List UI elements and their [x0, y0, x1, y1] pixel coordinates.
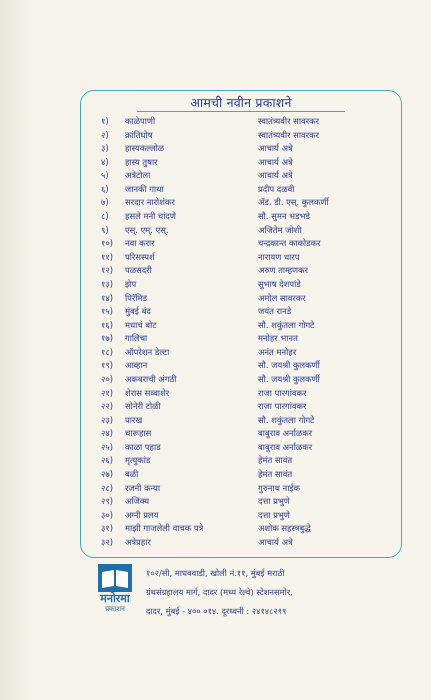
list-item [101, 196, 401, 210]
list-item [101, 441, 401, 455]
book-title: जानकी गाथा [125, 183, 164, 194]
open-book-icon [98, 564, 132, 592]
publisher-logo [90, 564, 140, 620]
book-title: परिसस्पर्श [125, 251, 155, 262]
publisher-address [146, 564, 402, 621]
list-item [101, 359, 401, 373]
book-author: हेमंत सावंत [258, 455, 293, 466]
book-author: जयंत रानडे [258, 306, 292, 317]
list-item [101, 319, 401, 333]
book-author: आचार्य अत्रे [258, 536, 293, 547]
item-number: २०) [101, 373, 113, 384]
book-title: शेरास सव्वाशेर [125, 387, 170, 398]
book-author: बाबुराव अर्नाळकर [258, 441, 313, 452]
item-number: २१) [101, 387, 113, 398]
item-number: १८) [101, 346, 113, 357]
book-author: सौ. जयश्री कुलकर्णी [258, 373, 320, 384]
book-author: दत्ता प्रभुणे [258, 496, 290, 507]
list-item [101, 468, 401, 482]
book-author: राजा पारगांवकर [258, 387, 307, 398]
list-item [101, 156, 401, 170]
item-number: ८) [101, 211, 109, 222]
publications-list [101, 115, 401, 550]
title-underline [137, 111, 345, 112]
book-title: हसले मनी चांदणे [125, 211, 176, 222]
book-title: पिरॅमिड [125, 292, 148, 303]
book-author: सौ. सुमन भडभडे [258, 211, 310, 222]
list-item [101, 169, 401, 183]
book-author: अजितेम जोशी [258, 224, 302, 235]
book-author: राजा पारगांवकर [258, 401, 307, 412]
book-title: माझी गाजलेली वाचक पत्रे [125, 523, 204, 534]
item-number: १७) [101, 333, 113, 344]
book-author: अशोक सहस्त्रबुद्धे [258, 523, 311, 534]
book-title: ऑपरेशन डेल्टा [125, 346, 170, 357]
list-item [101, 400, 401, 414]
item-number: १३) [101, 278, 113, 289]
book-author: दत्ता प्रभुणे [258, 509, 290, 520]
book-title: पळसदरी [125, 265, 152, 276]
book-author: आचार्य अत्रे [258, 156, 293, 167]
book-title: मृत्युकांड [125, 455, 151, 466]
item-number: २९) [101, 496, 113, 507]
list-item [101, 427, 401, 441]
list-item [101, 210, 401, 224]
item-number: २५) [101, 441, 113, 452]
list-item [101, 495, 401, 509]
item-number: ४) [101, 156, 109, 167]
book-title: चारूहास [125, 428, 152, 439]
book-title: झेप [125, 278, 137, 289]
book-title: एस्. एम्. एस्. [125, 224, 169, 235]
book-author: बाबुराव अर्नाळकर [258, 428, 313, 439]
list-item [101, 129, 401, 143]
book-title: सोनेरी टोळी [125, 401, 161, 412]
book-author: स्वातंत्र्यवीर सावरकर [258, 129, 319, 140]
item-number: १९) [101, 360, 113, 371]
book-author: हेमंत सावंत [258, 469, 293, 480]
book-title: गालिचा [125, 333, 148, 344]
list-item [101, 346, 401, 360]
book-title: अत्रेप्रहार [125, 536, 151, 547]
book-title: पारख [125, 414, 143, 425]
list-item [101, 237, 401, 251]
book-title: हास्य तुषार [125, 156, 158, 167]
item-number: २७) [101, 469, 113, 480]
item-number: २६) [101, 455, 113, 466]
book-author: स्वातंत्र्यवीर सावरकर [258, 116, 319, 126]
book-title: मधाचं बोट [125, 319, 157, 330]
address-line: दादर, मुंबई - ४०० ०१४. दूरध्वनी : २४१४८२९९ [146, 606, 287, 616]
item-number: ११) [101, 251, 113, 262]
list-item [101, 522, 401, 536]
book-author: अनंत मनोहर [258, 346, 297, 357]
list-item [101, 264, 401, 278]
book-title: रजनी कन्या [125, 482, 161, 493]
item-number: २३) [101, 414, 113, 425]
item-number: १२) [101, 265, 113, 276]
publisher-footer [80, 562, 402, 624]
list-item [101, 251, 401, 265]
item-number: ३०) [101, 509, 113, 520]
list-item [101, 509, 401, 523]
list-item [101, 292, 401, 306]
book-author: अरुण ताम्हणकर [258, 265, 308, 276]
list-item [101, 115, 401, 129]
book-author: सौ. शकुंतला गोगटे [258, 319, 315, 330]
item-number: २२) [101, 401, 113, 412]
book-title: अजिंक्य [125, 496, 150, 507]
book-author: सुभाष देशपांडे [258, 278, 301, 289]
book-title: नवा करार [125, 238, 155, 249]
list-item [101, 142, 401, 156]
address-line: १०२/सी, माधववाडी, खोली नं.११, मुंबई मराठी [146, 568, 285, 578]
list-item [101, 305, 401, 319]
list-item [101, 183, 401, 197]
publications-frame [80, 90, 402, 558]
list-item [101, 414, 401, 428]
list-item [101, 536, 401, 550]
book-title: काळा पहाड [125, 441, 161, 452]
list-item [101, 224, 401, 238]
book-author: मनोहर भानत [258, 333, 298, 344]
list-item [101, 387, 401, 401]
book-title: हास्यकल्लोळ [125, 143, 165, 154]
book-title: मुंबई बंद [125, 306, 151, 317]
publisher-name: मनोरमा [100, 592, 130, 605]
book-author: आचार्य अत्रे [258, 143, 293, 154]
list-item [101, 454, 401, 468]
item-number: २४) [101, 428, 113, 439]
item-number: ३१) [101, 523, 113, 534]
book-author: सौ. जयश्री कुलकर्णी [258, 360, 320, 371]
book-author: ॲड. डी. एस्. कुलकर्णी [258, 197, 329, 208]
book-title: आव्हान [125, 360, 148, 371]
publisher-subtitle: प्रकाशन [105, 605, 125, 613]
book-author: प्रदीप दळवी [258, 183, 295, 194]
book-title: अकबराची अंगठी [125, 373, 177, 384]
item-number: १५) [101, 306, 113, 317]
book-title: क्रांतिघोष [125, 129, 153, 140]
book-title: काळेपाणी [125, 116, 156, 126]
book-author: आचार्य अत्रे [258, 170, 293, 181]
book-title: बळी [125, 469, 139, 480]
book-title: अग्नी प्रलय [125, 509, 159, 520]
item-number: १४) [101, 292, 113, 303]
page-title: आमची नवीन प्रकाशने [190, 95, 292, 110]
item-number: ५) [101, 170, 109, 181]
item-number: ३) [101, 143, 109, 154]
book-author: अमोल सावरकर [258, 292, 306, 303]
list-item [101, 482, 401, 496]
list-item [101, 332, 401, 346]
book-author: चन्द्रकान्त काकोडकर [258, 238, 321, 249]
book-title: अत्रेटोला [125, 170, 151, 181]
item-number: ६) [101, 183, 109, 194]
item-number: १६) [101, 319, 113, 330]
book-title: सरदार नारोशंकर [125, 197, 175, 208]
book-author: नारायण धारप [258, 251, 300, 262]
item-number: १०) [101, 238, 113, 249]
book-author: गुरुनाथ नाईक [258, 482, 300, 493]
book-author: सौ. शकुंतला गोगटे [258, 414, 315, 425]
item-number: २८) [101, 482, 113, 493]
item-number: ७) [101, 197, 109, 208]
list-item [101, 278, 401, 292]
item-number: ९) [101, 224, 109, 235]
address-line: ग्रंथसंग्रहालय मार्ग, दादर (मध्य रेल्वे) स्टेशनसमोर, [146, 587, 293, 597]
list-item [101, 373, 401, 387]
item-number: ३२) [101, 536, 113, 547]
item-number: २) [101, 129, 109, 140]
item-number: १) [101, 116, 109, 126]
